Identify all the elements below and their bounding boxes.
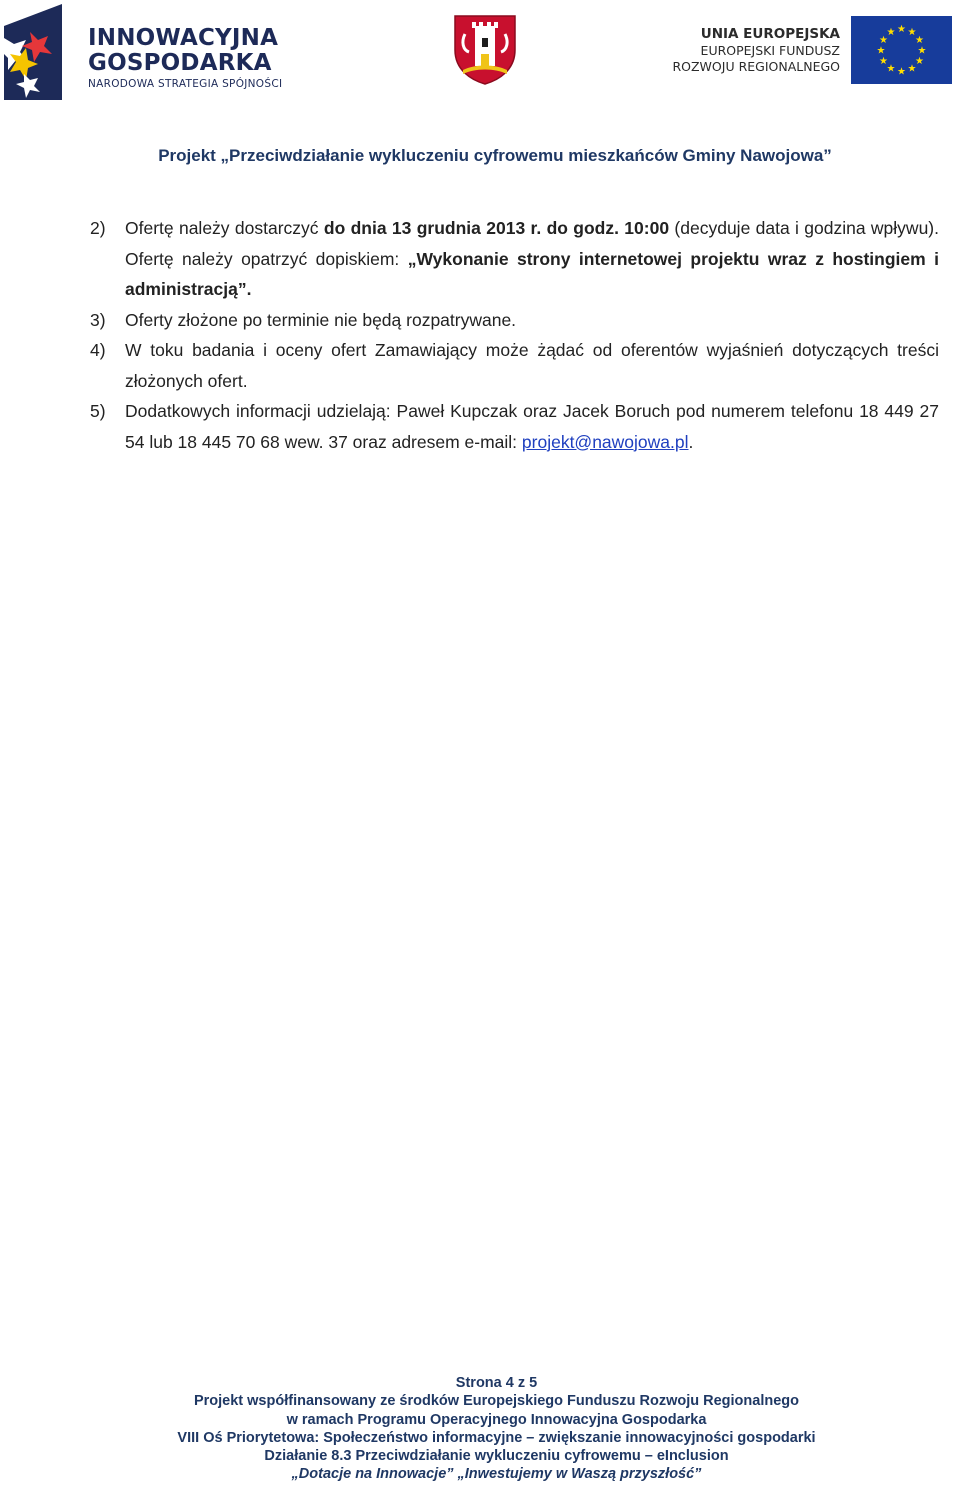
logo-text-strategia: NARODOWA STRATEGIA SPÓJNOŚCI: [88, 78, 283, 90]
list-item: [90, 213, 939, 305]
item-text-end: .: [688, 431, 694, 452]
item-number: 3): [90, 309, 106, 330]
item-number: 4): [90, 340, 106, 360]
svg-text:★: ★: [886, 27, 896, 38]
item-text: (decyduje data i godzina wpływu). Ofertę należy opatrzyć dopiskiem:: [125, 218, 939, 269]
eu-flag-icon: [851, 16, 952, 84]
footer-slogan: „Dotacje na Innowacje” „Inwestujemy w Waszą przyszłość”: [291, 1466, 702, 1483]
list-item: [90, 396, 939, 457]
coat-of-arms-icon: [453, 14, 517, 86]
eu-text-unia: UNIA EUROPEJSKA: [700, 26, 840, 42]
item-text: W toku badania i oceny ofert Zamawiający może żądać od oferentów wyjaśnień dotyczących treści złożonych ofert.: [125, 340, 939, 391]
logo-text-gospodarka: GOSPODARKA: [88, 50, 272, 76]
innowacyjna-gospodarka-logo: [4, 4, 304, 100]
item-number: 2): [90, 218, 106, 238]
list-item: [90, 335, 939, 396]
item-annotation: „Wykonanie strony internetowej projektu wraz z hostingiem i administracją”.: [125, 248, 939, 299]
item-number: 5): [90, 401, 106, 421]
svg-text:★: ★: [886, 63, 896, 75]
item-text: Oferty złożone po terminie nie będą rozpatrywane.: [125, 309, 517, 330]
svg-text:★: ★: [879, 56, 888, 67]
email-link[interactable]: projekt@nawojowa.pl: [521, 431, 689, 452]
page-number: Strona 4 z 5: [455, 1375, 538, 1391]
page-footer: [0, 1374, 960, 1484]
svg-text:★: ★: [876, 45, 886, 57]
svg-text:★: ★: [897, 66, 906, 78]
eu-logo-text: [600, 26, 840, 75]
footer-line: w ramach Programu Operacyjnego Innowacyjna Gospodarka: [286, 1411, 707, 1428]
project-title: Projekt „Przeciwdziałanie wykluczeniu cyfrowemu mieszkańców Gminy Nawojowa”: [158, 146, 832, 165]
footer-line: Działanie 8.3 Przeciwdziałanie wykluczeniu cyfrowemu – eInclusion: [264, 1448, 729, 1465]
svg-text:★: ★: [915, 56, 924, 67]
page-header: [0, 0, 960, 110]
svg-text:★: ★: [897, 24, 906, 35]
svg-text:★: ★: [879, 35, 888, 46]
logo-text-innowacyjna: INNOWACYJNA: [88, 25, 279, 51]
svg-text:★: ★: [917, 45, 927, 57]
list-item: [90, 305, 939, 336]
eu-text-fundusz: EUROPEJSKI FUNDUSZ: [700, 43, 840, 58]
eu-text-rozwoju: ROZWOJU REGIONALNEGO: [672, 59, 840, 74]
innowacyjna-gospodarka-symbol-icon: [4, 4, 68, 100]
svg-text:★: ★: [907, 27, 917, 38]
item-text: Dodatkowych informacji udzielają: Paweł Kupczak oraz Jacek Boruch pod numerem telefonu 18 449 27 54 lub 18 445 70 68 wew. 37 oraz adresem e-mail:: [125, 401, 939, 452]
item-deadline: do dnia 13 grudnia 2013 r. do godz. 10:00: [323, 218, 670, 238]
footer-line: VIII Oś Priorytetowa: Społeczeństwo informacyjne – zwiększanie innowacyjności gospodarki: [177, 1429, 816, 1446]
svg-text:★: ★: [907, 63, 917, 75]
item-text: Ofertę należy dostarczyć: [125, 218, 324, 238]
footer-line: Projekt współfinansowany ze środków Europejskiego Funduszu Rozwoju Regionalnego: [193, 1393, 800, 1410]
document-body: [90, 213, 939, 457]
svg-text:★: ★: [915, 35, 924, 46]
